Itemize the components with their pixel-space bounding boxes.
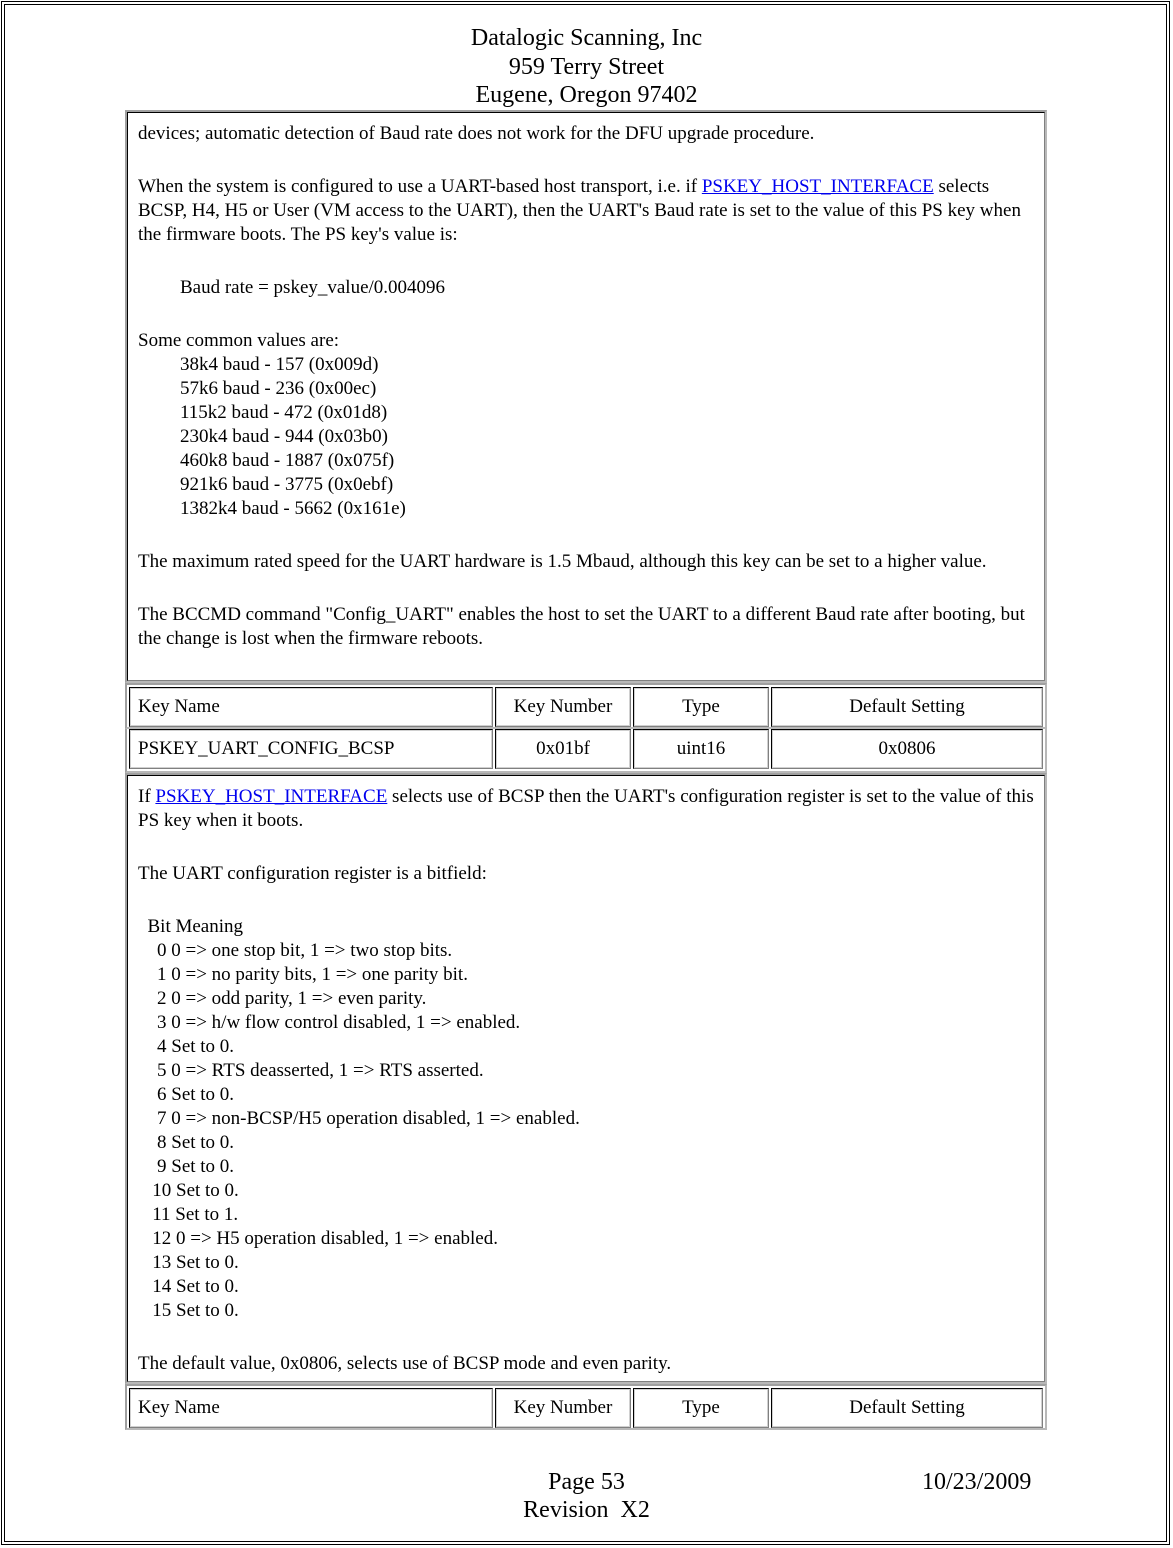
list-item: 15 Set to 0. <box>138 1300 239 1321</box>
pskey-host-interface-link-2[interactable]: PSKEY_HOST_INTERFACE <box>155 786 388 807</box>
company-city: Eugene, Oregon 97402 <box>475 82 698 108</box>
description-box-uart-config <box>125 773 1047 1384</box>
list-item: 14 Set to 0. <box>138 1276 239 1297</box>
bitfield-list <box>138 939 1034 1323</box>
revision: Revision X2 <box>523 1497 650 1523</box>
list-item: 13 Set to 0. <box>138 1252 239 1273</box>
document-header <box>0 24 1173 110</box>
col-key-name: Key Name <box>129 687 493 727</box>
col-key-number: Key Number <box>495 1388 631 1428</box>
list-item: 4 Set to 0. <box>138 1036 235 1057</box>
list-item: 9 Set to 0. <box>138 1156 235 1177</box>
col-type: Type <box>633 1388 769 1428</box>
list-item: 10 Set to 0. <box>138 1180 239 1201</box>
list-item: 460k8 baud - 1887 (0x075f) <box>180 450 395 471</box>
paragraph-bcsp-config: If PSKEY_HOST_INTERFACE selects use of BCSP then the UART's configuration register is set to the value of this PS key when it boots. <box>138 786 1034 831</box>
key-header-table-next <box>127 1388 1045 1428</box>
key-table-header <box>125 683 1047 729</box>
main-content <box>125 110 1047 1430</box>
bitfield-header: Bit Meaning <box>138 916 244 937</box>
col-default-setting: Default Setting <box>771 687 1043 727</box>
key-table-values <box>125 729 1047 773</box>
list-item: 230k4 baud - 944 (0x03b0) <box>180 426 388 447</box>
list-item: 38k4 baud - 157 (0x009d) <box>180 354 379 375</box>
paragraph-dfu: devices; automatic detection of Baud rate does not work for the DFU upgrade procedure. <box>138 123 815 144</box>
list-item: 11 Set to 1. <box>138 1204 239 1225</box>
page-number: Page 53 <box>548 1469 625 1495</box>
list-item: 1382k4 baud - 5662 (0x161e) <box>180 498 406 519</box>
list-item: 2 0 => odd parity, 1 => even parity. <box>138 988 427 1009</box>
paragraph-bccmd: The BCCMD command "Config_UART" enables the host to set the UART to a different Baud rate after booting, but the change is lost when the firmware reboots. <box>138 604 1025 649</box>
common-values-intro: Some common values are: <box>138 330 340 351</box>
pskey-host-interface-link[interactable]: PSKEY_HOST_INTERFACE <box>701 176 934 197</box>
description-box-baud <box>125 110 1047 683</box>
table-row <box>129 687 1043 727</box>
col-key-number: Key Number <box>495 687 631 727</box>
key-table-header-next <box>125 1384 1047 1430</box>
list-item: 57k6 baud - 236 (0x00ec) <box>180 378 377 399</box>
list-item: 8 Set to 0. <box>138 1132 235 1153</box>
list-item: 12 0 => H5 operation disabled, 1 => enabled. <box>138 1228 498 1249</box>
key-header-table <box>127 687 1045 727</box>
col-type: Type <box>633 687 769 727</box>
default-setting-value: 0x0806 <box>771 729 1043 769</box>
type-value: uint16 <box>633 729 769 769</box>
paragraph-uart-baud: When the system is configured to use a UART-based host transport, i.e. if PSKEY_HOST_INTERFACE selects BCSP, H4, H5 or User (VM access to the UART), then the UART's Baud rate is set to the value of this PS key when the firmware boots. The PS key's value is: <box>138 176 1021 245</box>
footer-date: 10/23/2009 <box>922 1469 1032 1495</box>
common-values-list <box>138 353 1034 521</box>
company-name: Datalogic Scanning, Inc <box>470 25 703 51</box>
paragraph-default-value: The default value, 0x0806, selects use of BCSP mode and even parity. <box>138 1353 672 1374</box>
company-street: 959 Terry Street <box>508 53 665 80</box>
list-item: 6 Set to 0. <box>138 1084 235 1105</box>
key-number-value: 0x01bf <box>495 729 631 769</box>
list-item: 1 0 => no parity bits, 1 => one parity bit. <box>138 964 468 985</box>
col-key-name: Key Name <box>129 1388 493 1428</box>
baud-formula: Baud rate = pskey_value/0.004096 <box>180 277 446 298</box>
key-name-value: PSKEY_UART_CONFIG_BCSP <box>129 729 493 769</box>
key-value-table <box>127 729 1045 769</box>
list-item: 7 0 => non-BCSP/H5 operation disabled, 1 => enabled. <box>138 1108 580 1129</box>
paragraph-bitfield: The UART configuration register is a bitfield: <box>138 863 487 884</box>
list-item: 5 0 => RTS deasserted, 1 => RTS asserted. <box>138 1060 484 1081</box>
table-row <box>129 1388 1043 1428</box>
table-row <box>129 729 1043 769</box>
list-item: 921k6 baud - 3775 (0x0ebf) <box>180 474 394 495</box>
paragraph-max-speed: The maximum rated speed for the UART hardware is 1.5 Mbaud, although this key can be set to a higher value. <box>138 551 987 572</box>
list-item: 3 0 => h/w flow control disabled, 1 => enabled. <box>138 1012 521 1033</box>
list-item: 0 0 => one stop bit, 1 => two stop bits. <box>138 940 453 961</box>
list-item: 115k2 baud - 472 (0x01d8) <box>180 402 388 423</box>
col-default-setting: Default Setting <box>771 1388 1043 1428</box>
